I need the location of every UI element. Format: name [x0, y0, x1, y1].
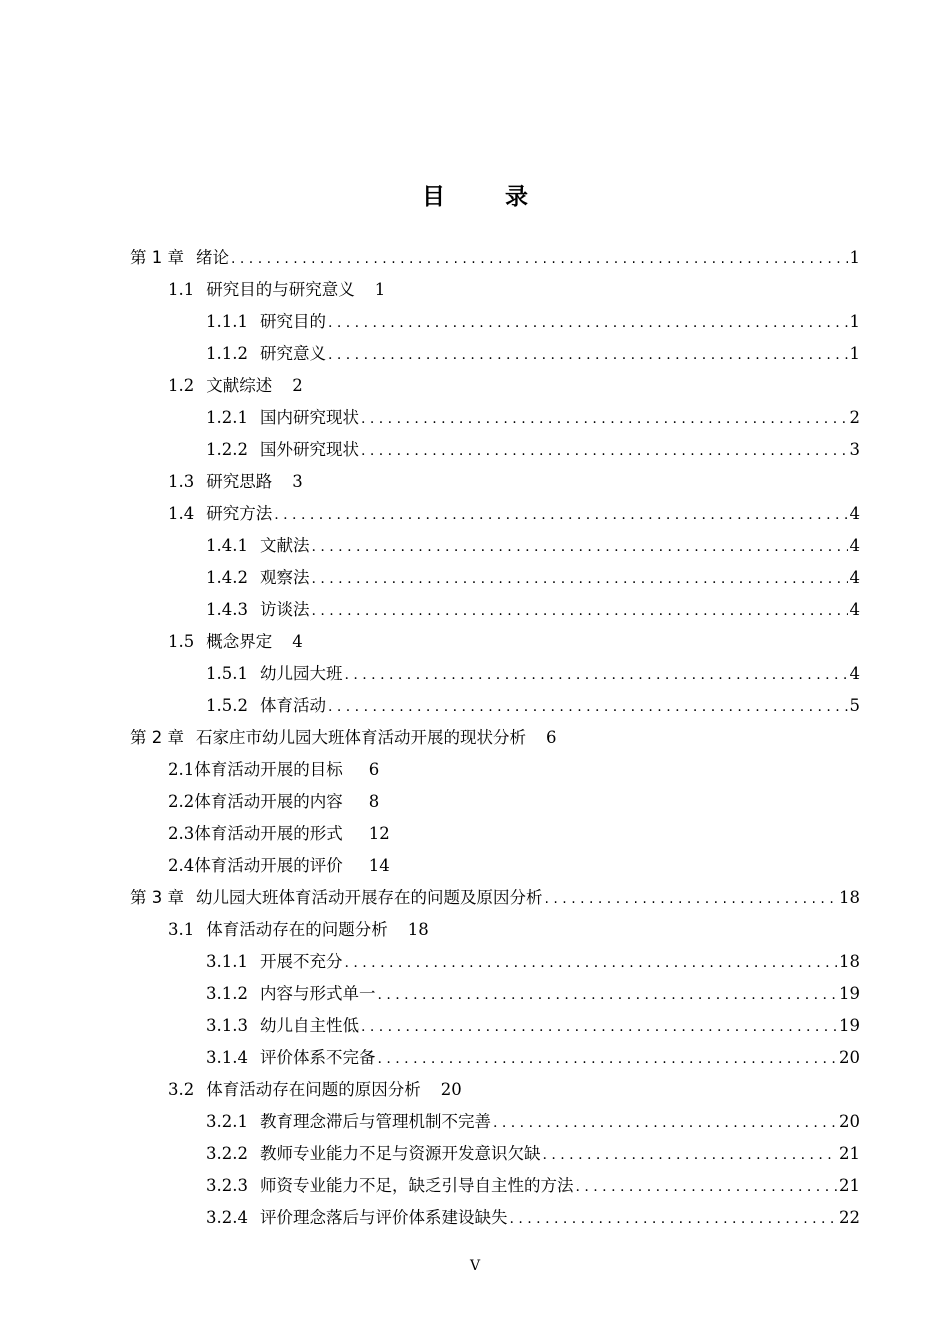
toc-entry-page: 3: [292, 472, 303, 491]
toc-entry-number: 3.2.2: [206, 1144, 248, 1163]
toc-entry-page: 5: [849, 696, 860, 715]
toc-entry-number: 1.1: [168, 280, 195, 299]
toc-entry-label: 国内研究现状: [259, 408, 359, 427]
toc-entry-number: 2.4: [168, 856, 195, 875]
toc-entry-label: 师资专业能力不足，缺乏引导自主性的方法: [259, 1176, 574, 1195]
toc-entry-label: 体育活动开展的评价: [194, 856, 343, 875]
toc-entry-label: 评价理念落后与评价体系建设缺失: [259, 1208, 508, 1227]
toc-entry-number: 1.2.2: [206, 440, 248, 459]
toc-entry-number: 3.2.1: [206, 1112, 248, 1131]
toc-entry-page: 8: [368, 792, 380, 811]
toc-entry-1-4-2[interactable]: [130, 562, 860, 594]
toc-entry-label: 研究意义: [259, 344, 326, 363]
dot-leader: [231, 243, 848, 275]
toc-entry-label: 研究目的: [259, 312, 326, 331]
toc-entry-1-2-1[interactable]: [130, 402, 860, 434]
toc-entry-label: 体育活动开展的目标: [194, 760, 343, 779]
toc-entry-label: 教育理念滞后与管理机制不完善: [259, 1112, 491, 1131]
dot-leader: [542, 1139, 837, 1171]
toc-entry-label: 研究目的与研究意义: [206, 280, 355, 299]
toc-entry-page: 4: [849, 536, 860, 555]
toc-entry-1-5-1[interactable]: [130, 658, 860, 690]
toc-entry-page: 4: [849, 568, 860, 587]
toc-entry-1-4-1[interactable]: [130, 530, 860, 562]
toc-entry-1-2-2[interactable]: [130, 434, 860, 466]
dot-leader: [509, 1203, 837, 1235]
toc-entry-number: 2.3: [168, 824, 195, 843]
toc-entry-3-1-4[interactable]: [130, 1042, 860, 1074]
toc-entry-page: 4: [849, 664, 860, 683]
toc-entry-2-3[interactable]: [130, 818, 860, 850]
toc-entry-number: 1.4.2: [206, 568, 248, 587]
dot-leader: [311, 595, 847, 627]
dot-leader: [361, 403, 848, 435]
toc-entry-page: 21: [839, 1176, 860, 1195]
toc-entry-number: 3.1.2: [206, 984, 248, 1003]
toc-entry-number: 第 2 章: [130, 728, 184, 747]
toc-entry-page: 19: [839, 984, 860, 1003]
dot-leader: [344, 947, 837, 979]
dot-leader: [377, 1043, 837, 1075]
toc-entry-page: 2: [292, 376, 303, 395]
toc-entry-number: 1.1.1: [206, 312, 248, 331]
toc-entry-label: 幼儿自主性低: [259, 1016, 359, 1035]
toc-entry-label: 石家庄市幼儿园大班体育活动开展的现状分析: [196, 728, 526, 747]
toc-entry-page: 1: [374, 280, 386, 299]
toc-entry-number: 3.1: [168, 920, 195, 939]
toc-entry-label: 研究方法: [206, 504, 273, 523]
toc-entry-page: 1: [849, 312, 860, 331]
toc-entry-3-2-3[interactable]: [130, 1170, 860, 1202]
toc-entry-label: 体育活动开展的形式: [194, 824, 343, 843]
toc-entry-3-2-1[interactable]: [130, 1106, 860, 1138]
toc-entry-chapter-3[interactable]: [130, 882, 860, 914]
toc-entry-label: 体育活动存在问题的原因分析: [206, 1080, 421, 1099]
toc-entry-label: 开展不充分: [259, 952, 343, 971]
toc-entry-page: 18: [839, 888, 860, 907]
toc-entry-label: 文献综述: [206, 376, 273, 395]
toc-entry-page: 1: [849, 344, 860, 363]
toc-entry-1-4-3[interactable]: [130, 594, 860, 626]
toc-entry-page: 6: [368, 760, 380, 779]
toc-entry-3-1-3[interactable]: [130, 1010, 860, 1042]
toc-entry-1-4[interactable]: [130, 498, 860, 530]
toc-entry-page: 14: [368, 856, 390, 875]
toc-entry-1-5-2[interactable]: [130, 690, 860, 722]
toc-entry-label: 内容与形式单一: [259, 984, 376, 1003]
dot-leader: [311, 531, 847, 563]
dot-leader: [361, 435, 848, 467]
toc-entry-1-1-2[interactable]: [130, 338, 860, 370]
toc-entry-page: 19: [839, 1016, 860, 1035]
dot-leader: [545, 883, 838, 915]
toc-entry-number: 2.2: [168, 792, 195, 811]
dot-leader: [328, 691, 848, 723]
page-title: 目 录: [421, 184, 554, 210]
toc-entry-label: 访谈法: [259, 600, 310, 619]
toc-entry-number: 3.2.3: [206, 1176, 248, 1195]
toc-entry-page: 4: [849, 504, 860, 523]
toc-entry-number: 1.2: [168, 376, 195, 395]
dot-leader: [274, 499, 847, 531]
toc-entry-label: 体育活动: [259, 696, 326, 715]
dot-leader: [575, 1171, 837, 1203]
dot-leader: [344, 659, 847, 691]
toc-entry-2-1[interactable]: [130, 754, 860, 786]
toc-entry-1-1[interactable]: [130, 274, 860, 306]
toc-entry-number: 1.5.2: [206, 696, 248, 715]
toc-entry-1-5[interactable]: [130, 626, 860, 658]
toc-entry-label: 体育活动存在的问题分析: [206, 920, 388, 939]
dot-leader: [377, 979, 837, 1011]
toc-entry-page: 21: [839, 1144, 860, 1163]
toc-entry-1-2[interactable]: [130, 370, 860, 402]
toc-entry-label: 研究思路: [206, 472, 273, 491]
toc-entry-number: 1.2.1: [206, 408, 248, 427]
toc-entry-page: 1: [849, 248, 860, 267]
toc-entry-number: 1.1.2: [206, 344, 248, 363]
dot-leader: [328, 339, 848, 371]
toc-entry-page: 20: [839, 1112, 860, 1131]
toc-entry-number: 1.5.1: [206, 664, 248, 683]
toc-entry-number: 3.2.4: [206, 1208, 248, 1227]
dot-leader: [328, 307, 848, 339]
toc-entry-number: 1.4.1: [206, 536, 248, 555]
toc-entry-label: 幼儿园大班体育活动开展存在的问题及原因分析: [196, 888, 543, 907]
toc-entry-3-2[interactable]: [130, 1074, 860, 1106]
toc-entry-label: 观察法: [259, 568, 310, 587]
table-of-contents: [130, 242, 860, 1234]
toc-entry-1-3[interactable]: [130, 466, 860, 498]
toc-entry-number: 1.4: [168, 504, 195, 523]
toc-entry-number: 2.1: [168, 760, 195, 779]
toc-entry-page: 22: [839, 1208, 860, 1227]
toc-entry-page: 12: [368, 824, 390, 843]
toc-entry-2-2[interactable]: [130, 786, 860, 818]
toc-entry-label: 国外研究现状: [259, 440, 359, 459]
toc-entry-label: 评价体系不完备: [259, 1048, 376, 1067]
toc-entry-3-1-2[interactable]: [130, 978, 860, 1010]
toc-entry-label: 概念界定: [206, 632, 273, 651]
toc-entry-3-1-1[interactable]: [130, 946, 860, 978]
toc-entry-page: 20: [440, 1080, 462, 1099]
toc-entry-number: 1.5: [168, 632, 195, 651]
toc-entry-number: 1.3: [168, 472, 195, 491]
toc-entry-2-4[interactable]: [130, 850, 860, 882]
toc-entry-number: 第 3 章: [130, 888, 184, 907]
page-number-footer: V: [469, 1258, 481, 1274]
dot-leader: [361, 1011, 837, 1043]
toc-entry-page: 3: [849, 440, 860, 459]
toc-entry-page: 20: [839, 1048, 860, 1067]
toc-entry-number: 第 1 章: [130, 248, 184, 267]
toc-entry-1-1-1[interactable]: [130, 306, 860, 338]
toc-entry-chapter-2[interactable]: [130, 722, 860, 754]
dot-leader: [493, 1107, 837, 1139]
toc-entry-3-1[interactable]: [130, 914, 860, 946]
toc-entry-3-2-4[interactable]: [130, 1202, 860, 1234]
toc-entry-chapter-1[interactable]: [130, 242, 860, 274]
toc-entry-page: 6: [546, 728, 557, 747]
toc-entry-number: 1.4.3: [206, 600, 248, 619]
toc-entry-page: 2: [849, 408, 860, 427]
toc-entry-label: 文献法: [259, 536, 310, 555]
toc-entry-number: 3.1.1: [206, 952, 248, 971]
toc-entry-page: 4: [292, 632, 303, 651]
toc-entry-label: 体育活动开展的内容: [194, 792, 343, 811]
toc-entry-page: 4: [849, 600, 860, 619]
toc-entry-number: 3.1.3: [206, 1016, 248, 1035]
toc-entry-page: 18: [839, 952, 860, 971]
toc-entry-number: 3.1.4: [206, 1048, 248, 1067]
toc-entry-label: 绪论: [196, 248, 229, 267]
toc-entry-3-2-2[interactable]: [130, 1138, 860, 1170]
toc-entry-label: 幼儿园大班: [259, 664, 343, 683]
toc-entry-number: 3.2: [168, 1080, 195, 1099]
toc-entry-page: 18: [407, 920, 429, 939]
dot-leader: [311, 563, 847, 595]
toc-entry-label: 教师专业能力不足与资源开发意识欠缺: [259, 1144, 541, 1163]
